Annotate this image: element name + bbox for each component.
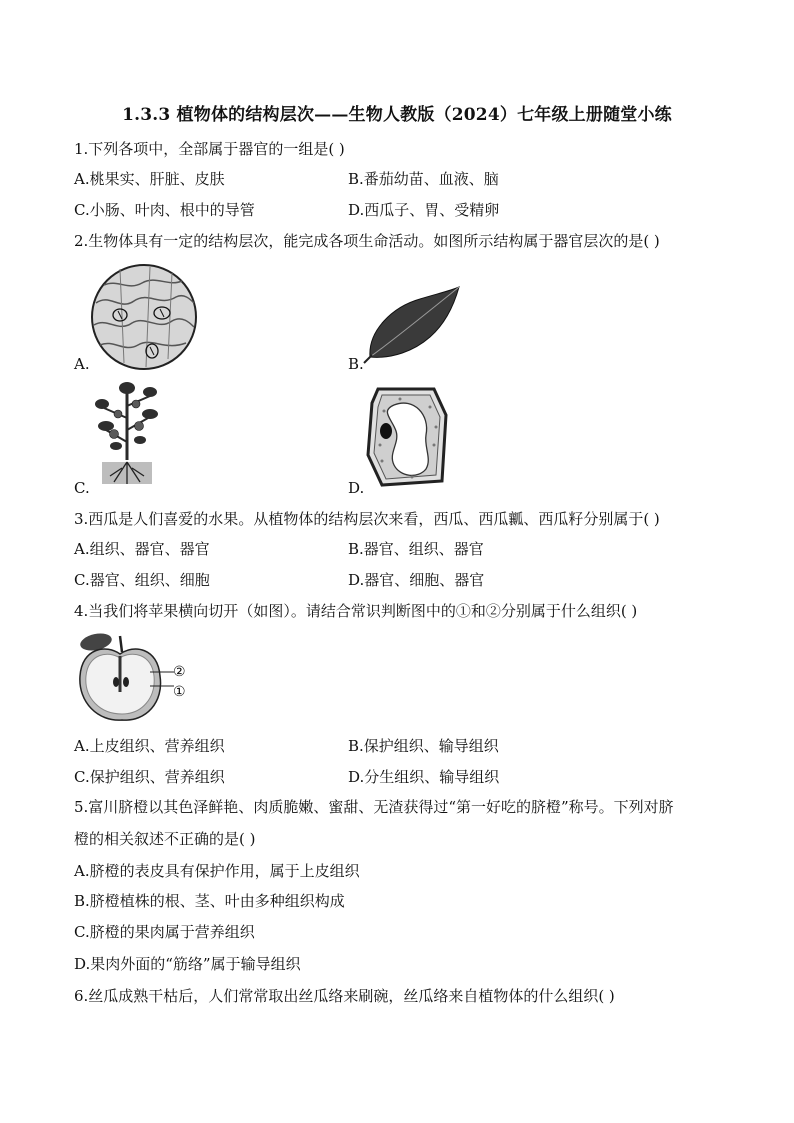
q5-option-a[interactable]: A.脐橙的表皮具有保护作用，属于上皮组织: [74, 862, 360, 880]
page-title: 1.3.3 植物体的结构层次——生物人教版（2024）七年级上册随堂小练: [122, 105, 672, 125]
q1-stem: 1.下列各项中，全部属于器官的一组是( ): [74, 140, 345, 158]
q4-stem: 4.当我们将苹果横向切开（如图）。请结合常识判断图中的①和②分别属于什么组织( ): [74, 602, 638, 620]
q2-stem: 2.生物体具有一定的结构层次，能完成各项生命活动。如图所示结构属于器官层次的是( ): [74, 232, 660, 250]
q2-option-a[interactable]: A.: [74, 355, 90, 373]
q6-stem: 6.丝瓜成熟干枯后，人们常常取出丝瓜络来刷碗，丝瓜络来自植物体的什么组织( ): [74, 987, 615, 1005]
q5-option-b[interactable]: B.脐橙植株的根、茎、叶由多种组织构成: [74, 892, 345, 910]
plant-cell-image: [364, 385, 450, 489]
q2-option-d[interactable]: D.: [348, 479, 365, 497]
q3-option-b[interactable]: B.器官、组织、器官: [348, 540, 484, 558]
tissue-circle-image: [90, 263, 198, 371]
q3-option-a[interactable]: A.组织、器官、器官: [74, 540, 210, 558]
apple-label-1: ①: [173, 684, 186, 700]
q4-option-a[interactable]: A.上皮组织、营养组织: [74, 737, 225, 755]
q2-option-b[interactable]: B.: [348, 355, 364, 373]
q3-option-c[interactable]: C.器官、组织、细胞: [74, 571, 210, 589]
q4-option-c[interactable]: C.保护组织、营养组织: [74, 768, 225, 786]
q3-option-d[interactable]: D.器官、细胞、器官: [348, 571, 485, 589]
q1-option-d[interactable]: D.西瓜子、胃、受精卵: [348, 201, 500, 219]
q5-stem-line1: 5.富川脐橙以其色泽鲜艳、肉质脆嫩、蜜甜、无渣获得过“第一好吃的脐橙”称号。下列对脐: [74, 798, 674, 816]
leaf-image: [362, 285, 462, 367]
q4-option-b[interactable]: B.保护组织、输导组织: [348, 737, 499, 755]
tomato-plant-image: [92, 382, 162, 486]
q1-option-a[interactable]: A.桃果实、肝脏、皮肤: [74, 170, 225, 188]
q2-option-c[interactable]: C.: [74, 479, 90, 497]
q3-stem: 3.西瓜是人们喜爱的水果。从植物体的结构层次来看，西瓜、西瓜瓤、西瓜籽分别属于( ): [74, 510, 660, 528]
q5-option-c[interactable]: C.脐橙的果肉属于营养组织: [74, 923, 255, 941]
q5-stem-line2: 橙的相关叙述不正确的是( ): [74, 830, 256, 848]
q1-option-c[interactable]: C.小肠、叶肉、根中的导管: [74, 201, 255, 219]
q1-option-b[interactable]: B.番茄幼苗、血液、脑: [348, 170, 499, 188]
apple-label-2: ②: [173, 664, 186, 680]
q4-option-d[interactable]: D.分生组织、输导组织: [348, 768, 500, 786]
q5-option-d[interactable]: D.果肉外面的“筋络”属于输导组织: [74, 955, 301, 973]
